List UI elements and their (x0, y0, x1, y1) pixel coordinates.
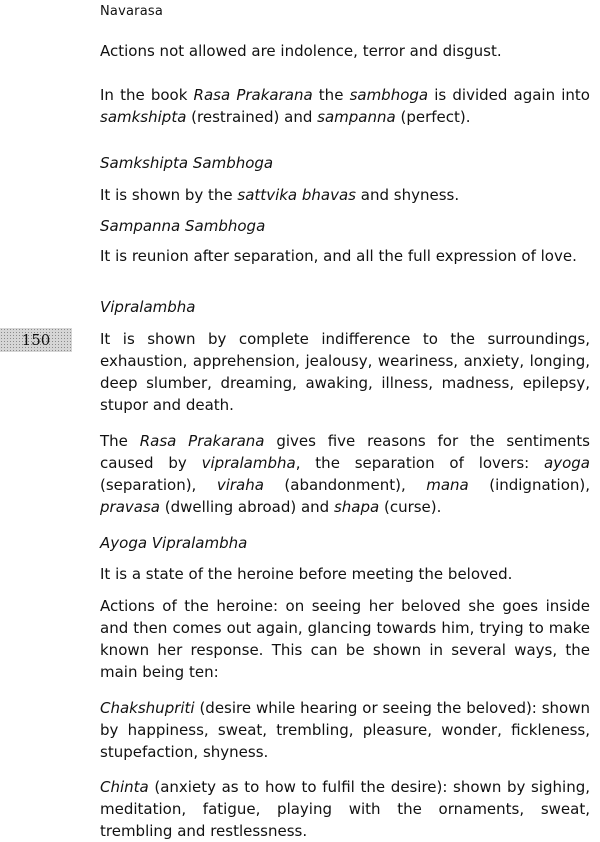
paragraph-chakshupriti: Chakshupriti (desire while hearing or seeing the beloved): shown by happiness, sweat, trembling, pleasure, wonder, fickleness, stupefaction, shyness. (100, 699, 590, 761)
italic-term: Rasa Prakarana (193, 86, 313, 104)
paragraph-actions-not-allowed: Actions not allowed are indolence, terror and disgust. (100, 42, 502, 60)
running-title: Navarasa (100, 4, 164, 19)
italic-term: pravasa (100, 498, 160, 516)
paragraph-chinta: Chinta (anxiety as to how to fulfil the desire): shown by sighing, meditation, fatigue, playing with the ornaments, sweat, trembling and restlessness. (100, 778, 590, 840)
italic-term: sampanna (317, 108, 396, 126)
heading-vipralambha: Vipralambha (100, 298, 196, 316)
paragraph-samkshipta-description: It is shown by the sattvika bhavas and shyness. (100, 186, 460, 204)
paragraph-vipralambha-description: It is shown by complete indifference to the surroundings, exhaustion, apprehension, jealousy, weariness, anxiety, longing, deep slumber, dreaming, awaking, illness, madness, epilepsy, stupor and death. (100, 330, 590, 414)
italic-term: viraha (216, 476, 264, 494)
italic-term: Rasa Prakarana (139, 432, 265, 450)
italic-term: sambhoga (349, 86, 429, 104)
italic-term: mana (426, 476, 469, 494)
page-number: 150 (0, 328, 72, 352)
italic-term: Chinta (100, 778, 149, 796)
paragraph-ayoga-description: It is a state of the heroine before meeting the beloved. (100, 565, 513, 583)
heading-samkshipta-sambhoga: Samkshipta Sambhoga (100, 154, 274, 172)
italic-term: Chakshupriti (100, 699, 195, 717)
paragraph-actions-of-heroine: Actions of the heroine: on seeing her beloved she goes inside and then comes out again, glancing towards him, trying to make known her response. This can be shown in several ways, the main being ten: (100, 597, 590, 681)
italic-term: shapa (333, 498, 380, 516)
italic-term: vipralambha (201, 454, 296, 472)
heading-sampanna-sambhoga: Sampanna Sambhoga (100, 217, 266, 235)
italic-term: samkshipta (100, 108, 187, 126)
heading-ayoga-vipralambha: Ayoga Vipralambha (100, 534, 248, 552)
italic-term: sattvika bhavas (237, 186, 356, 204)
paragraph-sampanna-description: It is reunion after separation, and all the full expression of love. (100, 247, 577, 265)
paragraph-five-reasons: The Rasa Prakarana gives five reasons for the sentiments caused by vipralambha, the separation of lovers: ayoga (separation), viraha (abandonment), mana (indignation), pravasa (dwelling abroad) and shapa (curse). (100, 432, 591, 516)
paragraph-rasa-prakarana-division: In the book Rasa Prakarana the sambhoga is divided again into samkshipta (restrained) and sampanna (perfect). (100, 86, 590, 126)
italic-term: ayoga (544, 454, 590, 472)
